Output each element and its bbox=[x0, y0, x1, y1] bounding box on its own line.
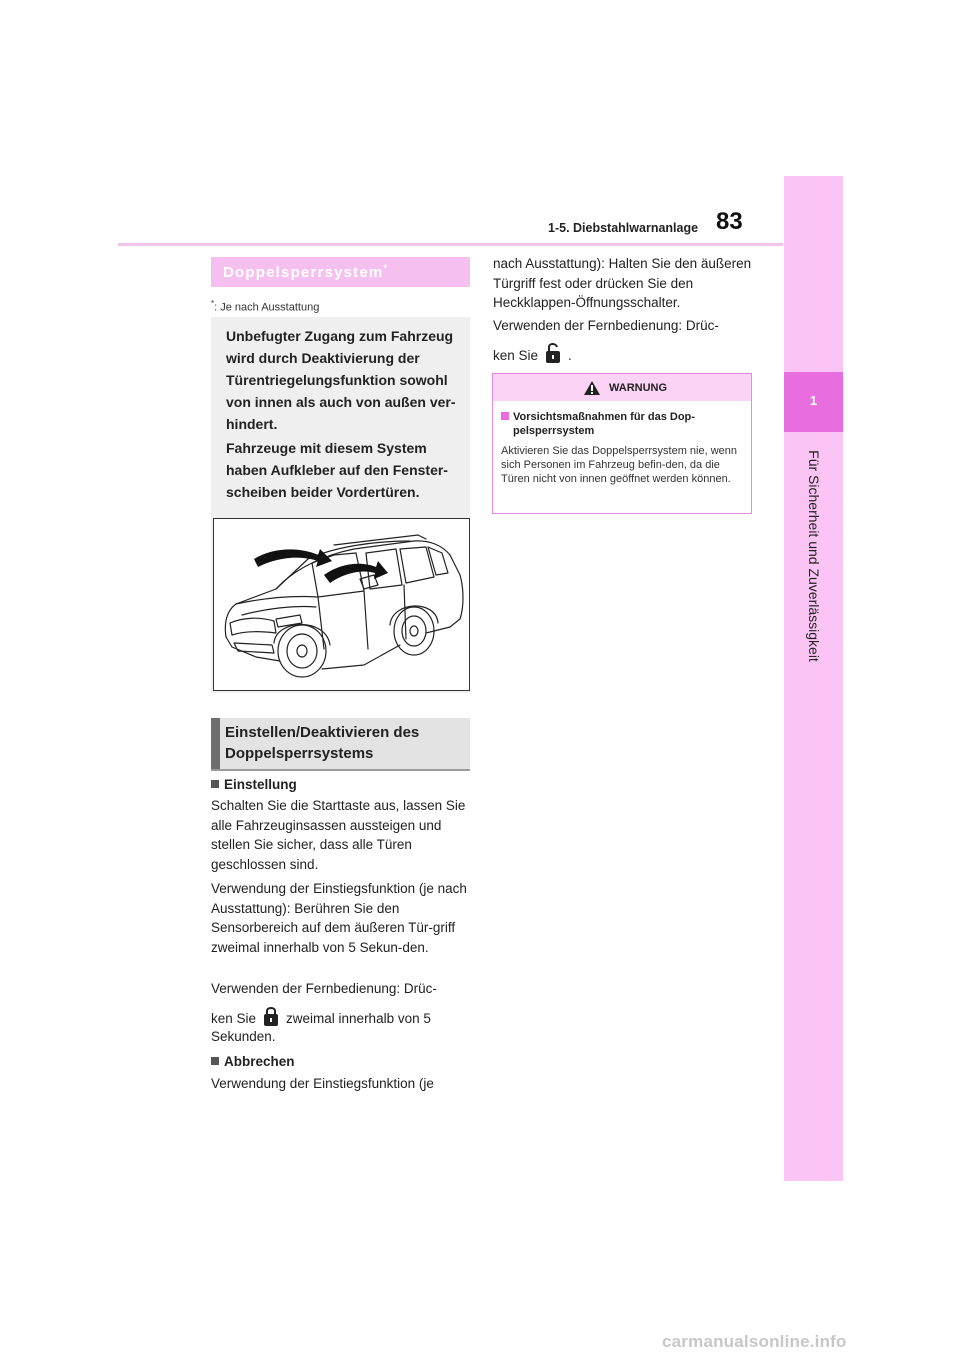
car-illustration-svg bbox=[214, 519, 469, 690]
bullet-square-icon bbox=[211, 780, 219, 788]
side-tab-strip bbox=[784, 176, 843, 1181]
warning-triangle-icon bbox=[583, 380, 601, 401]
side-tab-label-text: Für Sicherheit und Zuverlässigkeit bbox=[806, 450, 822, 662]
info-paragraph: Unbefugter Zugang zum Fahrzeug wird durch Deaktivierung der Türentriegelungsfunktion sowohl von innen als auch von außen ver-hindert. bbox=[226, 328, 456, 432]
body-paragraph: nach Ausstattung): Halten Sie den äußeren Türgriff fest oder drücken Sie den Heckklappen-Öffnungsschalter. bbox=[493, 256, 752, 311]
body-paragraph: Verwendung der Einstiegsfunktion (je nach Ausstattung): Berühren Sie den Sensorbereich auf dem äußeren Tür-griff zweimal innerhalb von 5 Sekun-den. bbox=[211, 881, 467, 956]
side-tab-label bbox=[804, 436, 824, 676]
page-number: 83 bbox=[716, 208, 743, 235]
warning-box bbox=[492, 373, 752, 514]
info-box bbox=[211, 317, 470, 693]
bullet-heading-einstellung: Einstellung bbox=[211, 777, 297, 792]
subsection-heading bbox=[211, 718, 470, 771]
section-title: 1-5. Diebstahlwarnanlage bbox=[548, 221, 699, 235]
body-paragraph: Schalten Sie die Starttaste aus, lassen Sie alle Fahrzeuginsassen aussteigen und stellen Sie sicher, dass alle Türen geschlossen sind. bbox=[211, 798, 466, 873]
body-paragraph-line: Verwenden der Fernbedienung: Drüc- bbox=[493, 318, 719, 333]
side-tab-number: 1 bbox=[809, 393, 818, 408]
bullet-square-icon bbox=[211, 1057, 219, 1065]
footnote: *: Je nach Ausstattung bbox=[211, 299, 320, 314]
header-rule bbox=[118, 243, 783, 246]
watermark: carmanualsonline.info bbox=[662, 1332, 847, 1351]
subsection-heading-bar bbox=[211, 718, 220, 769]
feature-title: Doppelsperrsystem* bbox=[223, 263, 389, 281]
body-paragraph-line: Verwenden der Fernbedienung: Drüc- bbox=[211, 981, 437, 996]
body-paragraph-line: Sekunden. bbox=[211, 1029, 276, 1044]
subsection-title: Einstellen/Deaktivieren des Doppelsperrsystems bbox=[225, 724, 420, 762]
bullet-square-icon bbox=[501, 412, 509, 420]
body-paragraph-line: ken Sie zweimal innerhalb von 5 bbox=[211, 1005, 473, 1033]
feature-banner bbox=[211, 257, 470, 287]
warning-item-heading: Vorsichtsmaßnahmen für das Dop- pelsperrsystem bbox=[501, 410, 747, 438]
body-paragraph-line: ken Sie . bbox=[493, 342, 755, 370]
bullet-heading-abbrechen: Abbrechen bbox=[211, 1054, 295, 1069]
unlock-icon bbox=[545, 342, 561, 370]
warning-title: WARNUNG bbox=[609, 382, 668, 394]
info-paragraph: Fahrzeuge mit diesem System haben Aufkleber auf den Fenster-scheiben beider Vordertüren. bbox=[226, 440, 448, 500]
body-paragraph: Verwendung der Einstiegsfunktion (je bbox=[211, 1076, 434, 1091]
warning-header bbox=[493, 374, 751, 401]
car-illustration bbox=[213, 518, 470, 691]
warning-body: Aktivieren Sie das Doppelsperrsystem nie, wenn sich Personen im Fahrzeug befin-den, da die Türen nicht von innen geöffnet werden können. bbox=[501, 445, 738, 485]
